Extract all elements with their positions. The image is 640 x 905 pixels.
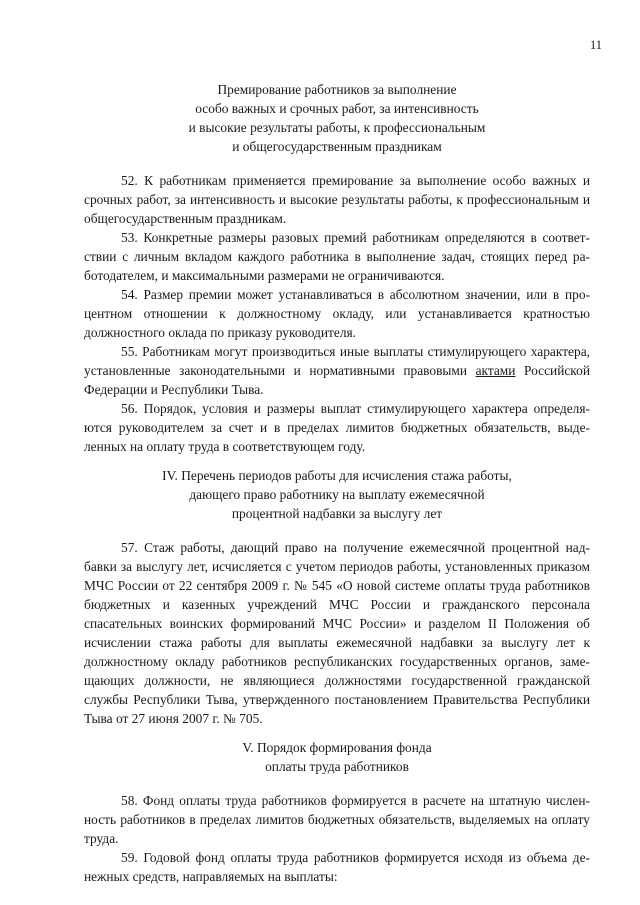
paragraph-56: 56. Порядок, условия и размеры выплат стимулирующего характера определяются руководителем за счет и в пределах лимитов бюджетных обязательств, выделенных на оплату труда в соответствующем году.	[84, 401, 590, 454]
acts-link[interactable]: актами	[475, 363, 516, 378]
heading-line: V. Порядок формирования фонда	[242, 740, 432, 755]
heading-line: и высокие результаты работы, к профессиональным	[188, 120, 486, 135]
heading-line: дающего право работнику на выплату ежемесячной	[189, 487, 485, 502]
page-number: 11	[589, 38, 602, 52]
paragraph-55	[84, 342, 590, 399]
section-4-heading	[84, 466, 590, 523]
paragraph-55-text: 55. Работникам могут производиться иные выплаты стимулирующего характера, установленные законодательными и нормативными правовыми	[84, 344, 590, 378]
heading-line: оплаты труда работников	[265, 759, 409, 774]
paragraph-52: 52. К работникам применяется премирование за выполнение особо важных и срочных работ, за интенсивность и высокие результаты работы, к профессиональным и общегосударственным праздникам.	[84, 173, 590, 226]
paragraph-58: 58. Фонд оплаты труда работников формируется в расчете на штатную численность работников в пределах лимитов бюджетных обязательств, выделяемых на оплату труда.	[84, 793, 590, 846]
heading-line: процентной надбавки за выслугу лет	[231, 506, 443, 521]
paragraph-55-text-end: Российской Федерации и Республики Тыва.	[84, 363, 590, 397]
paragraph-57: 57. Стаж работы, дающий право на получение ежемесячной процентной надбавки за выслугу лет, исчисляется с учетом периодов работы, установленных приказом МЧС России от 22 сентября 2009 г. № 545 «О новой системе оплаты труда работников бюджетных и казенных учреждений МЧС России и гражданского персонала спасательных воинских формирований МЧС России» и разделом II Положения об исчислении стажа работы для выплаты ежемесячной надбавки за выслугу лет к должностному окладу работников республиканских государственных органов, замещающих должности, не являющиеся должностями государственной гражданской службы Республики Тыва, утвержденного постановлением Правительства Республики Тыва от 27 июня 2007 г. № 705.	[84, 540, 590, 726]
heading-line: IV. Перечень периодов работы для исчисления стажа работы,	[162, 468, 512, 483]
section-5-heading	[84, 738, 590, 776]
heading-line: особо важных и срочных работ, за интенсивность	[195, 101, 479, 116]
heading-line: Премирование работников за выполнение	[217, 82, 457, 97]
paragraph-54: 54. Размер премии может устанавливаться в абсолютном значении, или в процентном отношении к должностному окладу, или устанавливается кратностью должностного оклада по приказу руководителя.	[84, 287, 590, 340]
document-body	[84, 80, 590, 886]
heading-line: и общегосударственным праздникам	[232, 139, 442, 154]
paragraph-59: 59. Годовой фонд оплаты труда работников формируется исходя из объема денежных средств, направляемых на выплаты:	[84, 850, 590, 884]
bonus-section-heading	[84, 80, 590, 156]
paragraph-53: 53. Конкретные размеры разовых премий работникам определяются в соответствии с личным вкладом каждого работника в выполнение задач, стоящих перед работодателем, и максимальными размерами не ограничиваются.	[84, 230, 590, 283]
